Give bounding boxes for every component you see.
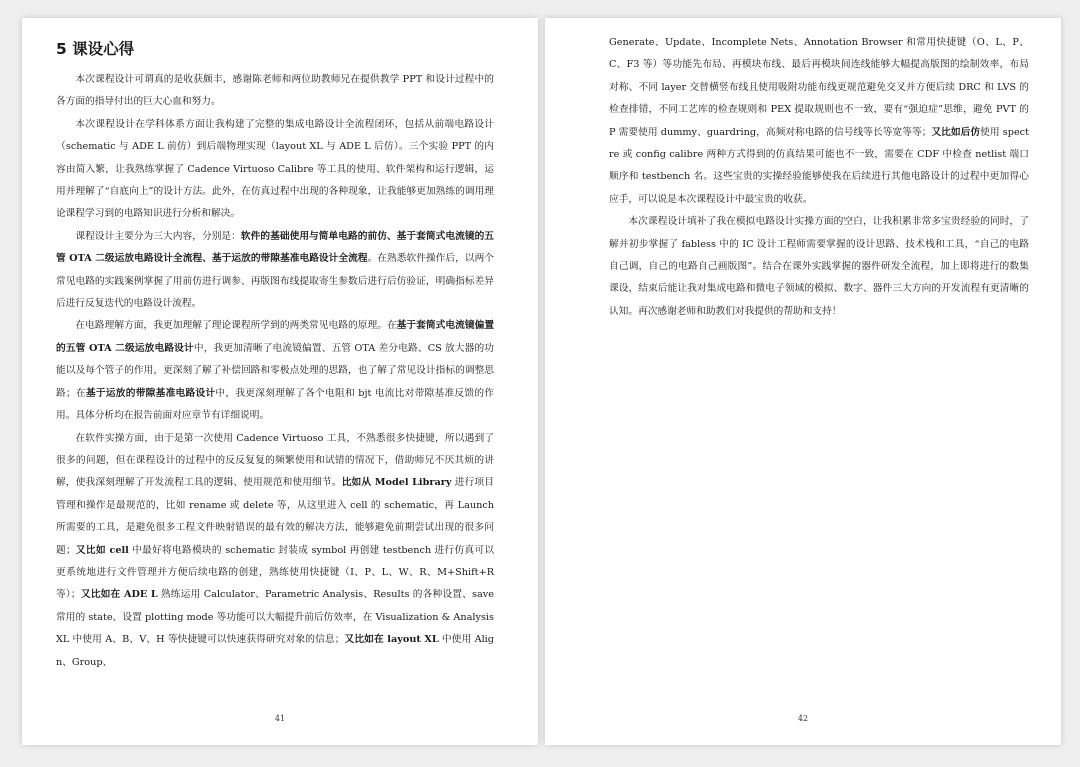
- left-page: [22, 18, 538, 745]
- right-page-content: [545, 18, 1061, 745]
- text-run: 。在熟悉软件操作后，以两个常见电路的实践案例掌握了用前仿进行调参、再版图布线提取寄生参数后进行后仿验证，明确指标差异后进行反复迭代的电路设计流程。: [56, 253, 494, 310]
- paragraph-contents: [56, 226, 494, 316]
- page-number: 41: [274, 714, 286, 723]
- text-run: 中，我更深刻理解了各个电阻和 bjt 电流比对带隙基准反馈的作用。具体分析均在报告前面对应章节有详细说明。: [56, 387, 494, 422]
- text-run: 中，我更加清晰了电流镜偏置、五管 OTA 差分电路、CS 放大器的功能以及每个管子的作用，更深刻了解了补偿回路和零极点处理的思路，也了解了常见设计指标的调整思路；在: [56, 342, 494, 399]
- text-run: 在软件实操方面，由于是第一次使用 Cadence Virtuoso 工具，不熟悉很多快捷键，所以遇到了很多的问题，但在课程设计的过程中的反反复复的频繁使用和试错的情况下，借助师兄不厌其烦的讲解，使我深刻理解了开发流程工具的逻辑、使用规范和使用细节。: [56, 432, 494, 489]
- bold-text-run: 又比如后仿: [931, 126, 981, 138]
- text-run: 中最好将电路模块的 schematic 封装成 symbol 再创建 testbench 进行仿真可以更系统地进行文件管理并方便后续电路的创建，熟练使用快捷键（I、P、L、W、R、M+Shift+R 等）；: [56, 544, 495, 601]
- text-run: 中使用 Align、Group、: [56, 634, 494, 668]
- left-page-content: [22, 18, 538, 745]
- paragraph-circuit-understanding: [56, 315, 494, 427]
- paragraph-system: 本次课程设计在学科体系方面让我构建了完整的集成电路设计全流程闭环，包括从前端电路设计（schematic 与 ADE L 前仿）到后端物理实现（layout XL 与 ADE L 后仿）。三个实验 PPT 的内容由简入繁，让我熟练掌握了 Cadence Virtuoso Calibre 等工具的使用、软件架构和运行逻辑，运用并理解了“自底向上”的设计方法。此外，在仿真过程中出现的各种现象，让我能够更加熟练的调用理论课程学习到的电路知识进行分析和解决。: [56, 118, 494, 220]
- section-heading: 5 课设心得: [56, 40, 135, 58]
- right-page: [545, 18, 1061, 745]
- bold-text-run: 基于运放的带隙基准电路设计: [85, 387, 216, 399]
- bold-text-run: 又比如在 ADE L: [80, 589, 158, 601]
- paragraph-thanks: 本次课程设计可谓真的是收获颇丰，感谢陈老师和两位助教师兄在提供教学 PPT 和设计过程中的各方面的指导付出的巨大心血和努力。: [56, 74, 494, 108]
- paragraph-conclusion: 本次课程设计填补了我在模拟电路设计实操方面的空白，让我积累非常多宝贵经验的同时，了解并初步掌握了 fabless 中的 IC 设计工程师需要掌握的设计思路、技术栈和工具，“自己的电路自己调，自己的电路自己画版图”。结合在课外实践掌握的器件研发全流程，加上即将进行的数集课设，结束后能让我对集成电路和微电子领域的模拟、数字、器件三大方向的开发流程有更清晰的认知。再次感谢老师和助教们对我提供的帮助和支持！: [609, 216, 1029, 317]
- page-number: 42: [797, 714, 809, 723]
- bold-text-run: 又比如在 layout XL: [344, 634, 439, 646]
- text-run: 进行项目管理和操作是最规范的，比如 rename 或 delete 等，从这里进入 cell 的 schematic，再 Launch 所需要的工具，是避免很多工程文件映射错误的最有效的解决方法，能够避免前期尝试出现的很多问题；: [56, 477, 494, 556]
- text-run: 熟练运用 Calculator、Parametric Analysis、Results 的各种设置、save 常用的 state、设置 plotting mode 等功能可以大幅提升前后仿效率，在 Visualization & Analysis XL 中使用 A、B、V、H 等快捷键可以快速获得研究对象的信息；: [56, 589, 495, 646]
- text-run: 课程设计主要分为三大内容，分别是：: [75, 230, 241, 242]
- text-run: 在电路理解方面，我更加理解了理论课程所学到的两类常见电路的原理。在: [75, 320, 397, 332]
- bold-text-run: 基于套筒式电流镜偏置的五管 OTA 二级运放电路设计: [56, 320, 495, 354]
- bold-text-run: 软件的基础使用与简单电路的前仿、基于套筒式电流镜的五管 OTA 二级运放电路设计全流程、基于运放的带隙基准电路设计全流程: [56, 230, 494, 265]
- paragraph-software-practice: [56, 428, 494, 674]
- paragraph-continued: [609, 32, 1029, 211]
- bold-text-run: 又比如 cell: [75, 544, 129, 556]
- text-run: Generate、Update、Incomplete Nets、Annotation Browser 和常用快捷键（O、L、P、C、F3 等）等功能先布局、再模块布线、最后再模块间连线能够大幅提高版图的绘制效率，布局对称、不同 layer 交替横竖布线且使用吸附功能布线更规范避免交叉并方便后续 DRC 和 LVS 的检查排错，不同工艺库的检查规则和 PEX 提取规则也不一致，要有“强迫症”思维，避免 PVT 的 P 需要使用 dummy、guardring，高频对称电路的信号线等长等宽等等；: [609, 37, 1029, 138]
- text-run: 使用 spectre 或 config calibre 两种方式得到的仿真结果可能也不一致，需要在 CDF 中检查 netlist 端口顺序和 testbench 名。这些宝贵的实操经验能够使我在后续进行其他电路设计的过程中更加得心应手，可以说是本次课程设计中最宝贵的收获。: [609, 126, 1029, 205]
- bold-text-run: 比如从 Model Library: [341, 477, 452, 489]
